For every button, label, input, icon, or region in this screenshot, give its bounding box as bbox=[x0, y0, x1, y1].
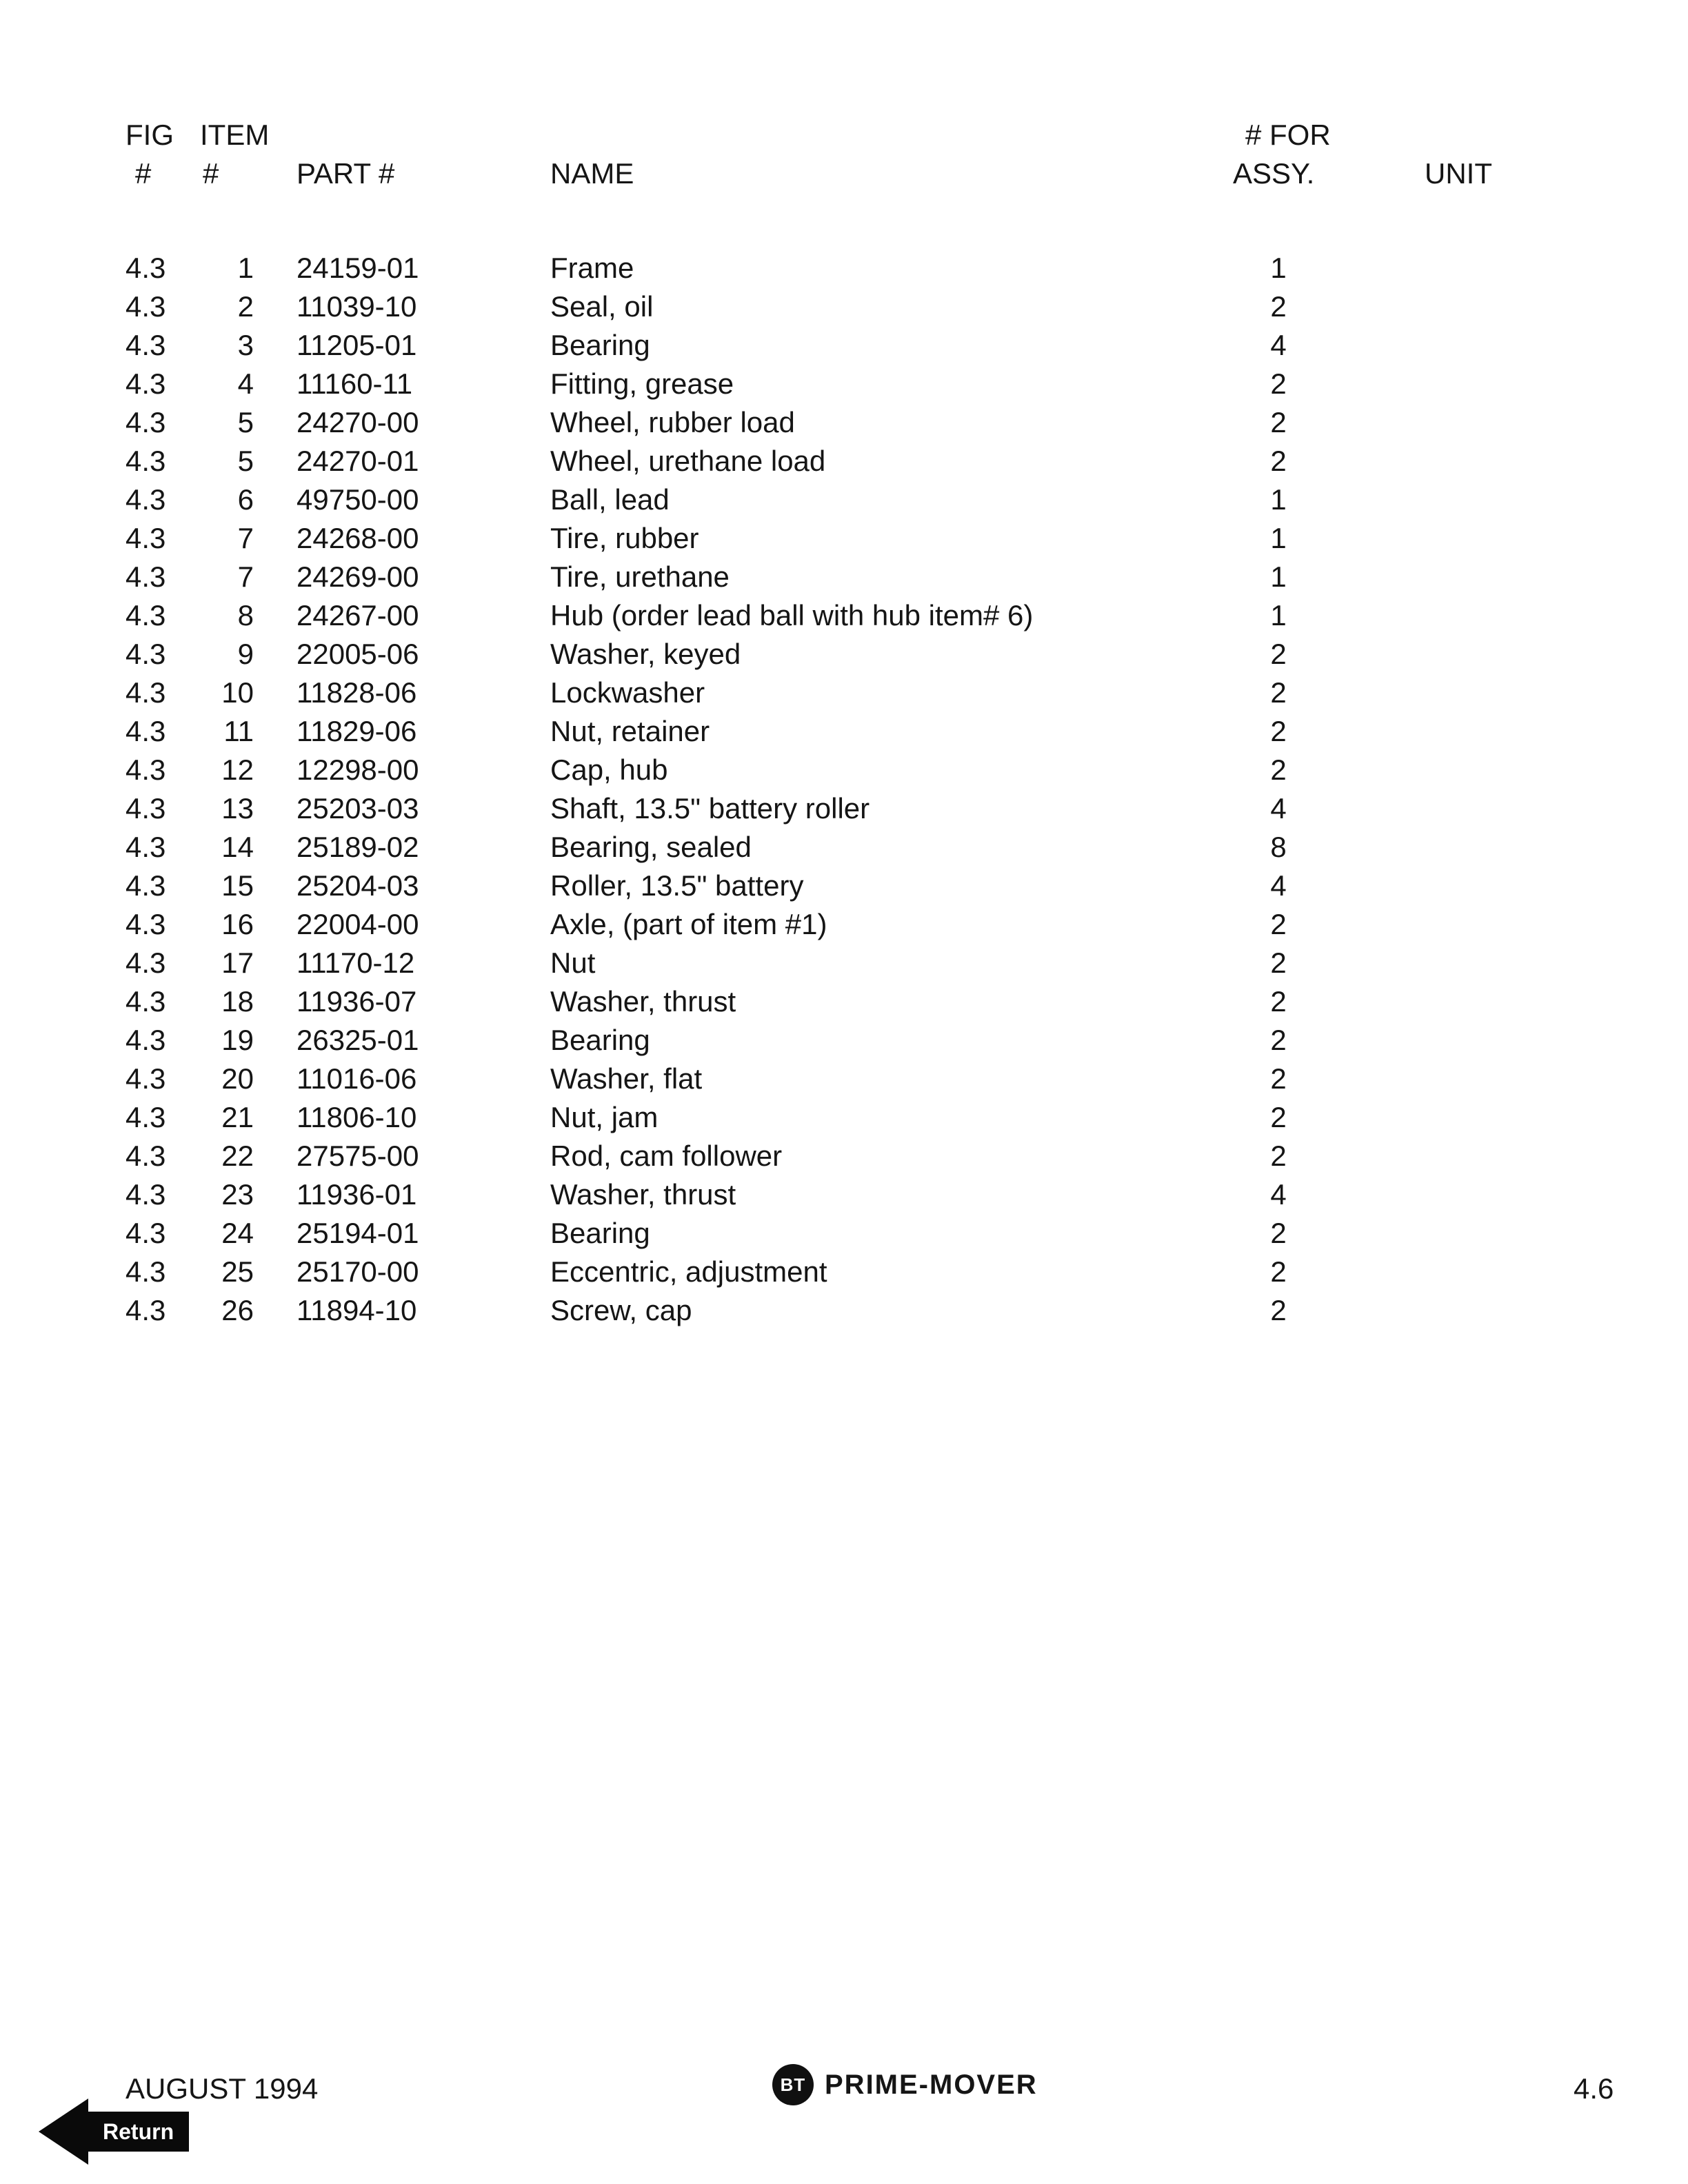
cell-fig-number: 4.3 bbox=[125, 367, 166, 400]
cell-part-number: 22005-06 bbox=[297, 638, 419, 670]
cell-item-number: 8 bbox=[237, 599, 254, 631]
table-row bbox=[125, 326, 1688, 365]
header-item-line2: # bbox=[203, 157, 219, 190]
cell-part-number: 25189-02 bbox=[297, 831, 419, 863]
cell-unit bbox=[1331, 596, 1538, 635]
cell-fig-number: 4.3 bbox=[125, 406, 166, 438]
cell-assy-qty: 1 bbox=[1270, 560, 1287, 593]
header-name: NAME bbox=[550, 157, 634, 190]
cell-fig-number: 4.3 bbox=[125, 754, 166, 786]
cell-part-number: 25203-03 bbox=[297, 792, 419, 825]
cell-part-number: 24267-00 bbox=[297, 599, 419, 631]
cell-item-number: 4 bbox=[237, 367, 254, 400]
cell-item-number: 13 bbox=[221, 792, 254, 825]
cell-unit bbox=[1331, 365, 1538, 403]
prime-mover-logo bbox=[772, 2064, 1038, 2105]
cell-part-name: Washer, flat bbox=[550, 1062, 703, 1095]
cell-assy-qty: 2 bbox=[1270, 1255, 1287, 1288]
cell-item-number: 3 bbox=[237, 329, 254, 361]
cell-part-number: 11806-10 bbox=[297, 1101, 417, 1133]
parts-table-body bbox=[0, 249, 1688, 1330]
cell-part-name: Tire, urethane bbox=[550, 560, 730, 593]
cell-part-name: Axle, (part of item #1) bbox=[550, 908, 827, 940]
cell-fig-number: 4.3 bbox=[125, 1024, 166, 1056]
cell-fig-number: 4.3 bbox=[125, 483, 166, 516]
cell-part-name: Wheel, rubber load bbox=[550, 406, 795, 438]
cell-fig-number: 4.3 bbox=[125, 1101, 166, 1133]
cell-unit bbox=[1331, 712, 1538, 751]
page-number: 4.6 bbox=[1574, 2072, 1614, 2105]
cell-part-number: 24270-00 bbox=[297, 406, 419, 438]
cell-assy-qty: 4 bbox=[1270, 329, 1287, 361]
cell-part-name: Roller, 13.5" battery bbox=[550, 869, 804, 902]
cell-part-name: Shaft, 13.5" battery roller bbox=[550, 792, 870, 825]
cell-assy-qty: 2 bbox=[1270, 445, 1287, 477]
cell-part-number: 25170-00 bbox=[297, 1255, 419, 1288]
cell-part-name: Washer, thrust bbox=[550, 1178, 736, 1211]
cell-item-number: 26 bbox=[221, 1294, 254, 1326]
cell-unit bbox=[1331, 905, 1538, 944]
cell-part-number: 11039-10 bbox=[297, 290, 417, 323]
cell-unit bbox=[1331, 249, 1538, 287]
cell-part-name: Nut bbox=[550, 947, 596, 979]
cell-unit bbox=[1331, 789, 1538, 828]
cell-unit bbox=[1331, 828, 1538, 867]
cell-part-name: Nut, retainer bbox=[550, 715, 710, 747]
cell-fig-number: 4.3 bbox=[125, 329, 166, 361]
cell-unit bbox=[1331, 403, 1538, 442]
cell-part-name: Ball, lead bbox=[550, 483, 670, 516]
cell-part-number: 25204-03 bbox=[297, 869, 419, 902]
cell-unit bbox=[1331, 287, 1538, 326]
table-row bbox=[125, 712, 1688, 751]
cell-part-number: 24269-00 bbox=[297, 560, 419, 593]
table-row bbox=[125, 1214, 1688, 1253]
table-row bbox=[125, 1175, 1688, 1214]
cell-item-number: 18 bbox=[221, 985, 254, 1018]
cell-item-number: 1 bbox=[237, 252, 254, 284]
cell-part-number: 22004-00 bbox=[297, 908, 419, 940]
cell-assy-qty: 2 bbox=[1270, 406, 1287, 438]
cell-item-number: 5 bbox=[237, 445, 254, 477]
cell-part-name: Washer, keyed bbox=[550, 638, 741, 670]
header-item-line1: ITEM bbox=[200, 119, 270, 151]
cell-item-number: 20 bbox=[221, 1062, 254, 1095]
cell-assy-qty: 2 bbox=[1270, 1294, 1287, 1326]
cell-assy-qty: 2 bbox=[1270, 1024, 1287, 1056]
table-row bbox=[125, 287, 1688, 326]
cell-fig-number: 4.3 bbox=[125, 908, 166, 940]
header-fig-line2: # bbox=[135, 157, 152, 190]
cell-part-number: 11936-01 bbox=[297, 1178, 417, 1211]
cell-unit bbox=[1331, 1060, 1538, 1098]
cell-part-number: 11160-11 bbox=[297, 367, 413, 400]
cell-unit bbox=[1331, 751, 1538, 789]
cell-unit bbox=[1331, 1214, 1538, 1253]
cell-item-number: 21 bbox=[221, 1101, 254, 1133]
cell-fig-number: 4.3 bbox=[125, 1294, 166, 1326]
table-row bbox=[125, 982, 1688, 1021]
cell-fig-number: 4.3 bbox=[125, 1140, 166, 1172]
left-arrow-icon bbox=[39, 2099, 88, 2165]
cell-fig-number: 4.3 bbox=[125, 715, 166, 747]
cell-unit bbox=[1331, 982, 1538, 1021]
cell-part-name: Bearing bbox=[550, 1217, 650, 1249]
cell-assy-qty: 2 bbox=[1270, 985, 1287, 1018]
cell-unit bbox=[1331, 1175, 1538, 1214]
cell-item-number: 2 bbox=[237, 290, 254, 323]
header-assy-line1: # FOR bbox=[1245, 119, 1331, 151]
cell-item-number: 23 bbox=[221, 1178, 254, 1211]
cell-fig-number: 4.3 bbox=[125, 792, 166, 825]
cell-item-number: 25 bbox=[221, 1255, 254, 1288]
cell-assy-qty: 1 bbox=[1270, 483, 1287, 516]
cell-unit bbox=[1331, 635, 1538, 674]
cell-unit bbox=[1331, 674, 1538, 712]
cell-assy-qty: 4 bbox=[1270, 869, 1287, 902]
cell-part-name: Cap, hub bbox=[550, 754, 668, 786]
table-row bbox=[125, 828, 1688, 867]
cell-fig-number: 4.3 bbox=[125, 869, 166, 902]
cell-part-name: Frame bbox=[550, 252, 634, 284]
cell-fig-number: 4.3 bbox=[125, 1062, 166, 1095]
cell-part-number: 11829-06 bbox=[297, 715, 417, 747]
table-row bbox=[125, 365, 1688, 403]
cell-part-number: 24159-01 bbox=[297, 252, 419, 284]
cell-assy-qty: 1 bbox=[1270, 599, 1287, 631]
cell-fig-number: 4.3 bbox=[125, 831, 166, 863]
return-button[interactable] bbox=[39, 2099, 189, 2165]
cell-assy-qty: 4 bbox=[1270, 1178, 1287, 1211]
cell-part-number: 11016-06 bbox=[297, 1062, 417, 1095]
cell-assy-qty: 2 bbox=[1270, 715, 1287, 747]
cell-unit bbox=[1331, 442, 1538, 481]
cell-part-name: Tire, rubber bbox=[550, 522, 699, 554]
cell-assy-qty: 2 bbox=[1270, 1140, 1287, 1172]
cell-assy-qty: 2 bbox=[1270, 947, 1287, 979]
header-part: PART # bbox=[297, 157, 395, 190]
cell-assy-qty: 2 bbox=[1270, 1217, 1287, 1249]
bt-logo-badge: BT bbox=[772, 2064, 814, 2105]
table-row bbox=[125, 635, 1688, 674]
footer-date: AUGUST 1994 bbox=[125, 2072, 319, 2105]
cell-fig-number: 4.3 bbox=[125, 676, 166, 709]
cell-part-number: 12298-00 bbox=[297, 754, 419, 786]
cell-part-name: Bearing, sealed bbox=[550, 831, 752, 863]
cell-part-number: 25194-01 bbox=[297, 1217, 419, 1249]
cell-part-name: Nut, jam bbox=[550, 1101, 659, 1133]
header-assy-line2: ASSY. bbox=[1233, 157, 1315, 190]
cell-part-name: Rod, cam follower bbox=[550, 1140, 783, 1172]
cell-item-number: 5 bbox=[237, 406, 254, 438]
table-row bbox=[125, 751, 1688, 789]
table-row bbox=[125, 442, 1688, 481]
cell-part-name: Hub (order lead ball with hub item# 6) bbox=[550, 599, 1034, 631]
cell-fig-number: 4.3 bbox=[125, 638, 166, 670]
cell-fig-number: 4.3 bbox=[125, 1178, 166, 1211]
table-row bbox=[125, 1253, 1688, 1291]
table-row bbox=[125, 1098, 1688, 1137]
cell-fig-number: 4.3 bbox=[125, 947, 166, 979]
cell-part-number: 11894-10 bbox=[297, 1294, 417, 1326]
cell-unit bbox=[1331, 1137, 1538, 1175]
cell-unit bbox=[1331, 519, 1538, 558]
table-row bbox=[125, 789, 1688, 828]
cell-unit bbox=[1331, 1021, 1538, 1060]
cell-unit bbox=[1331, 1291, 1538, 1330]
cell-assy-qty: 4 bbox=[1270, 792, 1287, 825]
cell-part-name: Wheel, urethane load bbox=[550, 445, 826, 477]
table-row bbox=[125, 1137, 1688, 1175]
table-row bbox=[125, 674, 1688, 712]
cell-item-number: 24 bbox=[221, 1217, 254, 1249]
cell-part-number: 24270-01 bbox=[297, 445, 419, 477]
cell-item-number: 11 bbox=[223, 715, 254, 747]
cell-item-number: 9 bbox=[237, 638, 254, 670]
cell-fig-number: 4.3 bbox=[125, 445, 166, 477]
cell-assy-qty: 2 bbox=[1270, 1101, 1287, 1133]
cell-fig-number: 4.3 bbox=[125, 252, 166, 284]
cell-item-number: 7 bbox=[237, 560, 254, 593]
table-row bbox=[125, 1021, 1688, 1060]
cell-fig-number: 4.3 bbox=[125, 599, 166, 631]
cell-item-number: 17 bbox=[221, 947, 254, 979]
cell-part-name: Bearing bbox=[550, 329, 650, 361]
cell-item-number: 22 bbox=[221, 1140, 254, 1172]
cell-assy-qty: 8 bbox=[1270, 831, 1287, 863]
cell-assy-qty: 2 bbox=[1270, 754, 1287, 786]
cell-part-name: Screw, cap bbox=[550, 1294, 692, 1326]
cell-part-number: 27575-00 bbox=[297, 1140, 419, 1172]
table-row bbox=[125, 481, 1688, 519]
cell-unit bbox=[1331, 867, 1538, 905]
cell-unit bbox=[1331, 481, 1538, 519]
cell-fig-number: 4.3 bbox=[125, 560, 166, 593]
table-row bbox=[125, 558, 1688, 596]
cell-assy-qty: 2 bbox=[1270, 1062, 1287, 1095]
cell-fig-number: 4.3 bbox=[125, 290, 166, 323]
return-button-label: Return bbox=[88, 2112, 189, 2152]
cell-fig-number: 4.3 bbox=[125, 1255, 166, 1288]
cell-part-number: 49750-00 bbox=[297, 483, 419, 516]
cell-unit bbox=[1331, 558, 1538, 596]
table-row bbox=[125, 249, 1688, 287]
cell-assy-qty: 2 bbox=[1270, 367, 1287, 400]
cell-fig-number: 4.3 bbox=[125, 985, 166, 1018]
cell-assy-qty: 2 bbox=[1270, 676, 1287, 709]
table-row bbox=[125, 944, 1688, 982]
cell-item-number: 6 bbox=[237, 483, 254, 516]
cell-part-name: Seal, oil bbox=[550, 290, 654, 323]
cell-assy-qty: 2 bbox=[1270, 638, 1287, 670]
cell-item-number: 7 bbox=[237, 522, 254, 554]
header-unit: UNIT bbox=[1425, 157, 1492, 190]
cell-item-number: 15 bbox=[221, 869, 254, 902]
table-row bbox=[125, 1291, 1688, 1330]
table-row bbox=[125, 905, 1688, 944]
cell-fig-number: 4.3 bbox=[125, 522, 166, 554]
cell-part-name: Lockwasher bbox=[550, 676, 705, 709]
cell-assy-qty: 2 bbox=[1270, 290, 1287, 323]
table-row bbox=[125, 867, 1688, 905]
logo-wordmark: PRIME-MOVER bbox=[825, 2069, 1038, 2100]
cell-part-number: 11936-07 bbox=[297, 985, 417, 1018]
cell-unit bbox=[1331, 944, 1538, 982]
cell-part-name: Washer, thrust bbox=[550, 985, 736, 1018]
cell-item-number: 10 bbox=[221, 676, 254, 709]
cell-part-number: 26325-01 bbox=[297, 1024, 419, 1056]
cell-fig-number: 4.3 bbox=[125, 1217, 166, 1249]
cell-assy-qty: 1 bbox=[1270, 252, 1287, 284]
cell-unit bbox=[1331, 1098, 1538, 1137]
cell-part-number: 11170-12 bbox=[297, 947, 415, 979]
cell-assy-qty: 1 bbox=[1270, 522, 1287, 554]
table-row bbox=[125, 1060, 1688, 1098]
cell-part-number: 24268-00 bbox=[297, 522, 419, 554]
cell-unit bbox=[1331, 326, 1538, 365]
table-row bbox=[125, 519, 1688, 558]
cell-part-name: Eccentric, adjustment bbox=[550, 1255, 827, 1288]
table-row bbox=[125, 596, 1688, 635]
cell-item-number: 16 bbox=[221, 908, 254, 940]
cell-assy-qty: 2 bbox=[1270, 908, 1287, 940]
cell-item-number: 19 bbox=[221, 1024, 254, 1056]
cell-item-number: 14 bbox=[221, 831, 254, 863]
cell-unit bbox=[1331, 1253, 1538, 1291]
cell-part-number: 11828-06 bbox=[297, 676, 417, 709]
cell-item-number: 12 bbox=[221, 754, 254, 786]
table-row bbox=[125, 403, 1688, 442]
cell-part-name: Bearing bbox=[550, 1024, 650, 1056]
cell-part-number: 11205-01 bbox=[297, 329, 417, 361]
header-fig-line1: FIG bbox=[125, 119, 174, 151]
cell-part-name: Fitting, grease bbox=[550, 367, 734, 400]
